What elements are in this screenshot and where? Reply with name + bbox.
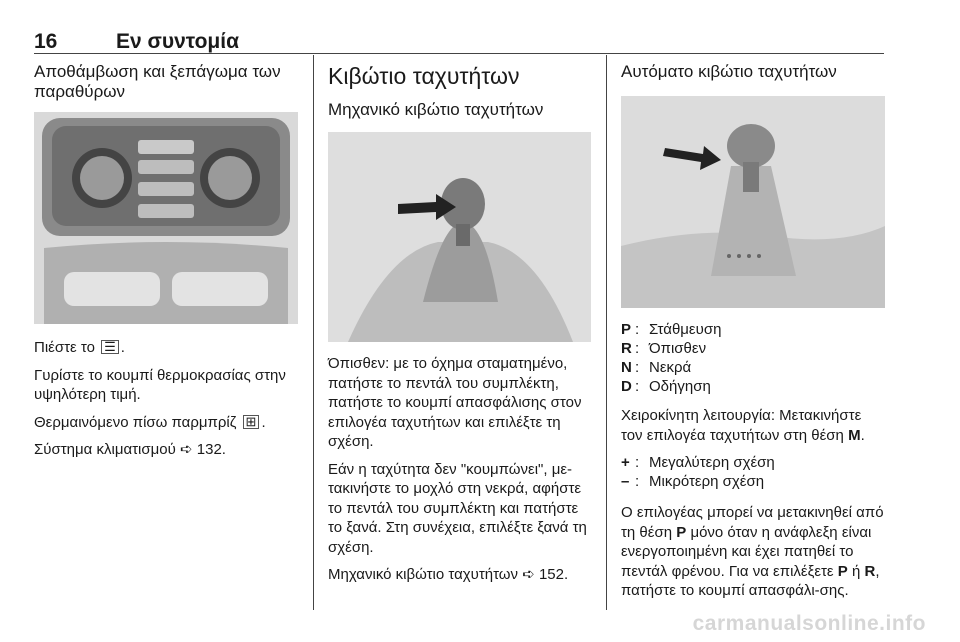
automatic-shifter-image bbox=[621, 96, 885, 308]
temperature-instruction: Γυρίστε το κουμπί θερμοκρασίας στην υψηλότερη τιμή. bbox=[34, 366, 286, 403]
selector-note: Ο επιλογέας μπορεί να μετακινηθεί από τη θέση P μόνο όταν η ανάφλεξη είναι ενεργοποιημένη και έχει πατηθεί το πεντάλ φρένου. Για να επιλέξετε P ή R, πατήστε το κουμπί απασφάλι-σης. bbox=[621, 504, 884, 599]
climate-reference: Σύστημα κλιματισμού ➪ 132. bbox=[34, 441, 226, 458]
manual-shifter-image bbox=[328, 132, 591, 342]
automatic-gearbox-heading: Αυτόματο κιβώτιο ταχυτήτων bbox=[621, 62, 837, 81]
gearbox-heading: Κιβώτιο ταχυτήτων bbox=[328, 63, 520, 89]
gear-positions-list bbox=[621, 320, 885, 396]
arrow-icon: ➪ bbox=[180, 441, 193, 458]
manual-shifter-illustration bbox=[328, 132, 591, 342]
gear-engage-instruction: Εάν η ταχύτητα δεν "κουμπώνει", με-τακινήστε το μοχλό στη νεκρά, αφήστε το πεντάλ του συμπλέκτη και πατήστε το ξανά. Στη συνέχεια, επιλέξτε ξανά τη σχέση. bbox=[328, 460, 587, 556]
rear-window-heater-icon: ⊞ bbox=[243, 415, 260, 429]
shift-direction-list bbox=[621, 453, 885, 491]
manual-gearbox-reference: Μηχανικό κιβώτιο ταχυτήτων ➪ 152. bbox=[328, 566, 569, 583]
arrow-icon: ➪ bbox=[522, 566, 535, 583]
reverse-instruction: Όπισθεν: με το όχημα σταματημένο, πατήστε το πεντάλ του συμπλέκτη, πατήστε το κουμπί απασφάλισης στον επιλογέα ταχυτήτων και επιλέξτε τη σχέση. bbox=[328, 355, 582, 450]
manual-gearbox-subheading: Μηχανικό κιβώτιο ταχυτήτων bbox=[328, 100, 544, 119]
manual-mode-text: Χειροκίνητη λειτουργία: Μετακινήστε τον επιλογέα ταχυτήτων στη θέση M. bbox=[621, 407, 865, 444]
defrost-heading: Αποθάμβωση και ξεπάγωμα των παραθύρων bbox=[34, 62, 281, 101]
header-rule bbox=[34, 53, 884, 54]
automatic-shifter-illustration bbox=[621, 96, 885, 308]
shift-down-row: – : Μικρότερη σχέση bbox=[621, 473, 765, 490]
watermark: carmanualsonline.info bbox=[692, 612, 926, 635]
gear-row-d: D : Οδήγηση bbox=[621, 378, 711, 395]
section-title: Εν συντομία bbox=[116, 30, 239, 53]
column-gearbox bbox=[328, 62, 591, 585]
gear-row-r: R : Όπισθεν bbox=[621, 340, 707, 357]
gear-row-p: P : Στάθμευση bbox=[621, 321, 722, 338]
gear-row-n: N : Νεκρά bbox=[621, 359, 692, 376]
rear-defrost-text: Θερμαινόμενο πίσω παρμπρίζ ⊞ . bbox=[34, 413, 266, 431]
climate-panel-illustration bbox=[34, 112, 298, 324]
page-number: 16 bbox=[34, 30, 58, 53]
defrost-instruction: Πιέστε το ☰ . bbox=[34, 339, 125, 356]
column-divider-1 bbox=[313, 55, 314, 610]
column-defrost bbox=[34, 62, 298, 460]
column-divider-2 bbox=[606, 55, 607, 610]
shift-up-row: + : Μεγαλύτερη σχέση bbox=[621, 454, 775, 471]
column-automatic bbox=[621, 62, 885, 601]
defrost-icon: ☰ bbox=[101, 340, 119, 354]
climate-panel-image bbox=[34, 112, 298, 324]
